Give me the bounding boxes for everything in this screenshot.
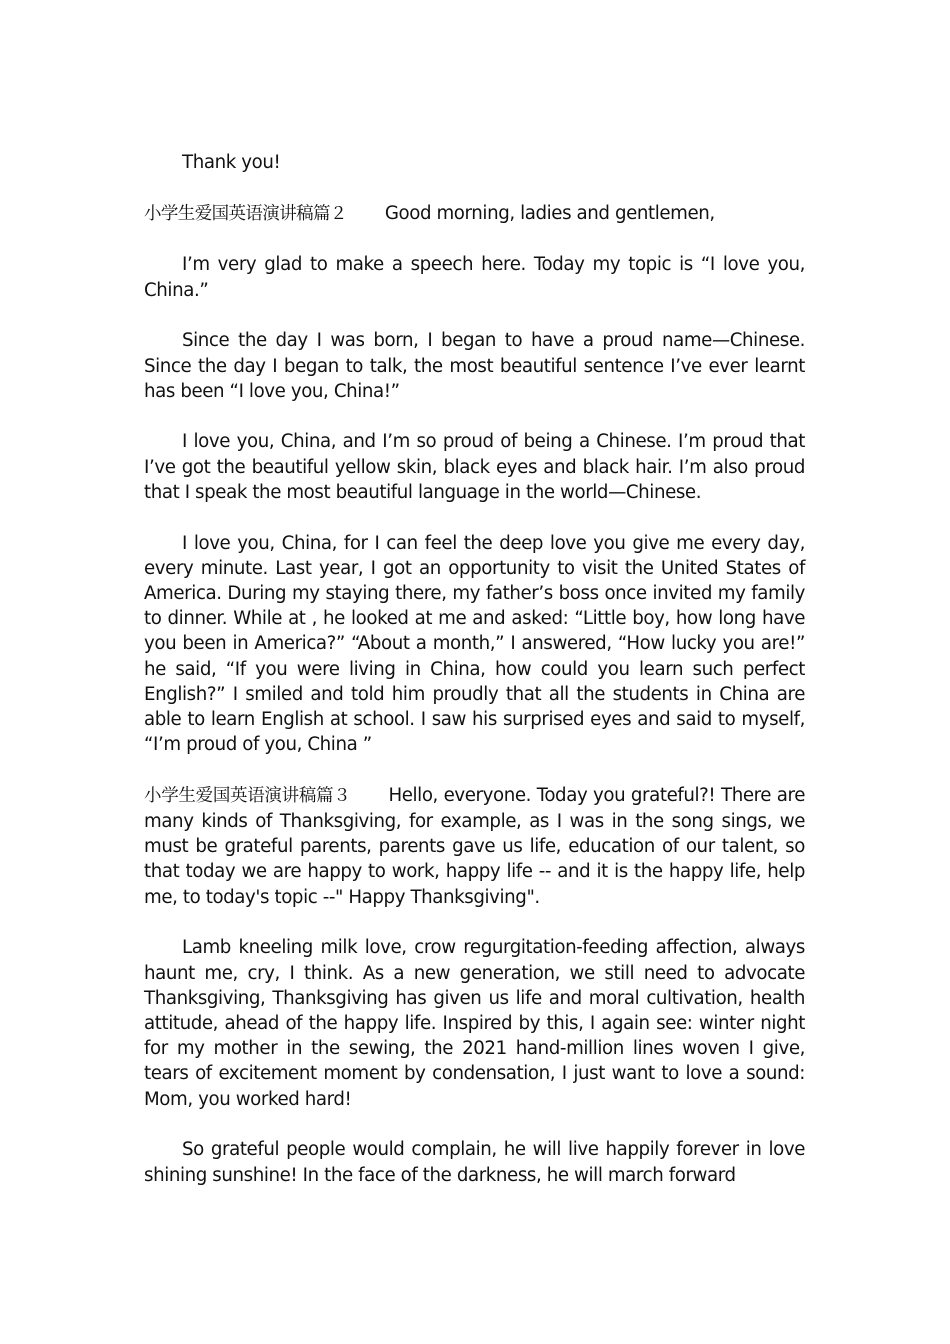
paragraph-proud-name: Since the day I was born, I began to have a proud name—Chinese. Since the day I began to talk, the most beautiful sentence I’ve ever learnt has been “I love you, China!” [144,330,805,402]
paragraph-america-story: I love you, China, for I can feel the deep love you give me every day, every minute. Last year, I got an opportunity to visit the United States of America. During my staying there, my father’s boss once invited my family to dinner. While at , he looked at me and asked: “Little boy, how long have you been in America?” “About a month,” I answered, “How lucky you are!” he said, “If you were living in China, how could you learn such perfect English?” I smiled and told him proudly that all the students in China are able to learn English at school. I saw his surprised eyes and said to myself, “I’m proud of you, China ” [144,532,805,756]
paragraph-text: Good morning, ladies and gentlemen, [384,202,715,224]
section-heading-speech-2: 小学生爱国英语演讲稿篇２ [144,203,347,224]
paragraph-speech-2-opening [144,201,805,227]
paragraph-grateful-people: So grateful people would complain, he will live happily forever in love shining sunshine! In the face of the darkness, he will march forward [144,1139,805,1186]
paragraph-text: Hello, everyone. Today you grateful?! There are many kinds of Thanksgiving, for example, as I was in the song sings, we must be grateful parents, parents gave us life, education of our talent, so that today we are happy to work, happy life -- and it is the happy life, help me, to today's topic --" Happy Thanksgiving". [144,784,805,908]
paragraph-thank-you: Thank you! [182,152,281,173]
paragraph-proud-chinese: I love you, China, and I’m so proud of being a Chinese. I’m proud that I’ve got the beautiful yellow skin, black eyes and black hair. I’m also proud that I speak the most beautiful language in the world—Chinese. [144,431,805,503]
paragraph-topic: I’m very glad to make a speech here. Today my topic is “I love you, China.” [144,254,805,301]
paragraph-lamb-kneeling: Lamb kneeling milk love, crow regurgitation-feeding affection, always haunt me, cry, I think. As a new generation, we still need to advocate Thanksgiving, Thanksgiving has given us life and moral cultivation, health attitude, ahead of the happy life. Inspired by this, I again see: winter night for my mother in the sewing, the 2021 hand-million lines woven I give, tears of excitement moment by condensation, I just want to love a sound: Mom, you worked hard! [144,937,805,1110]
document-page [144,150,805,1213]
paragraph-speech-3-opening [144,783,805,910]
section-heading-speech-3: 小学生爱国英语演讲稿篇３ [144,785,351,806]
